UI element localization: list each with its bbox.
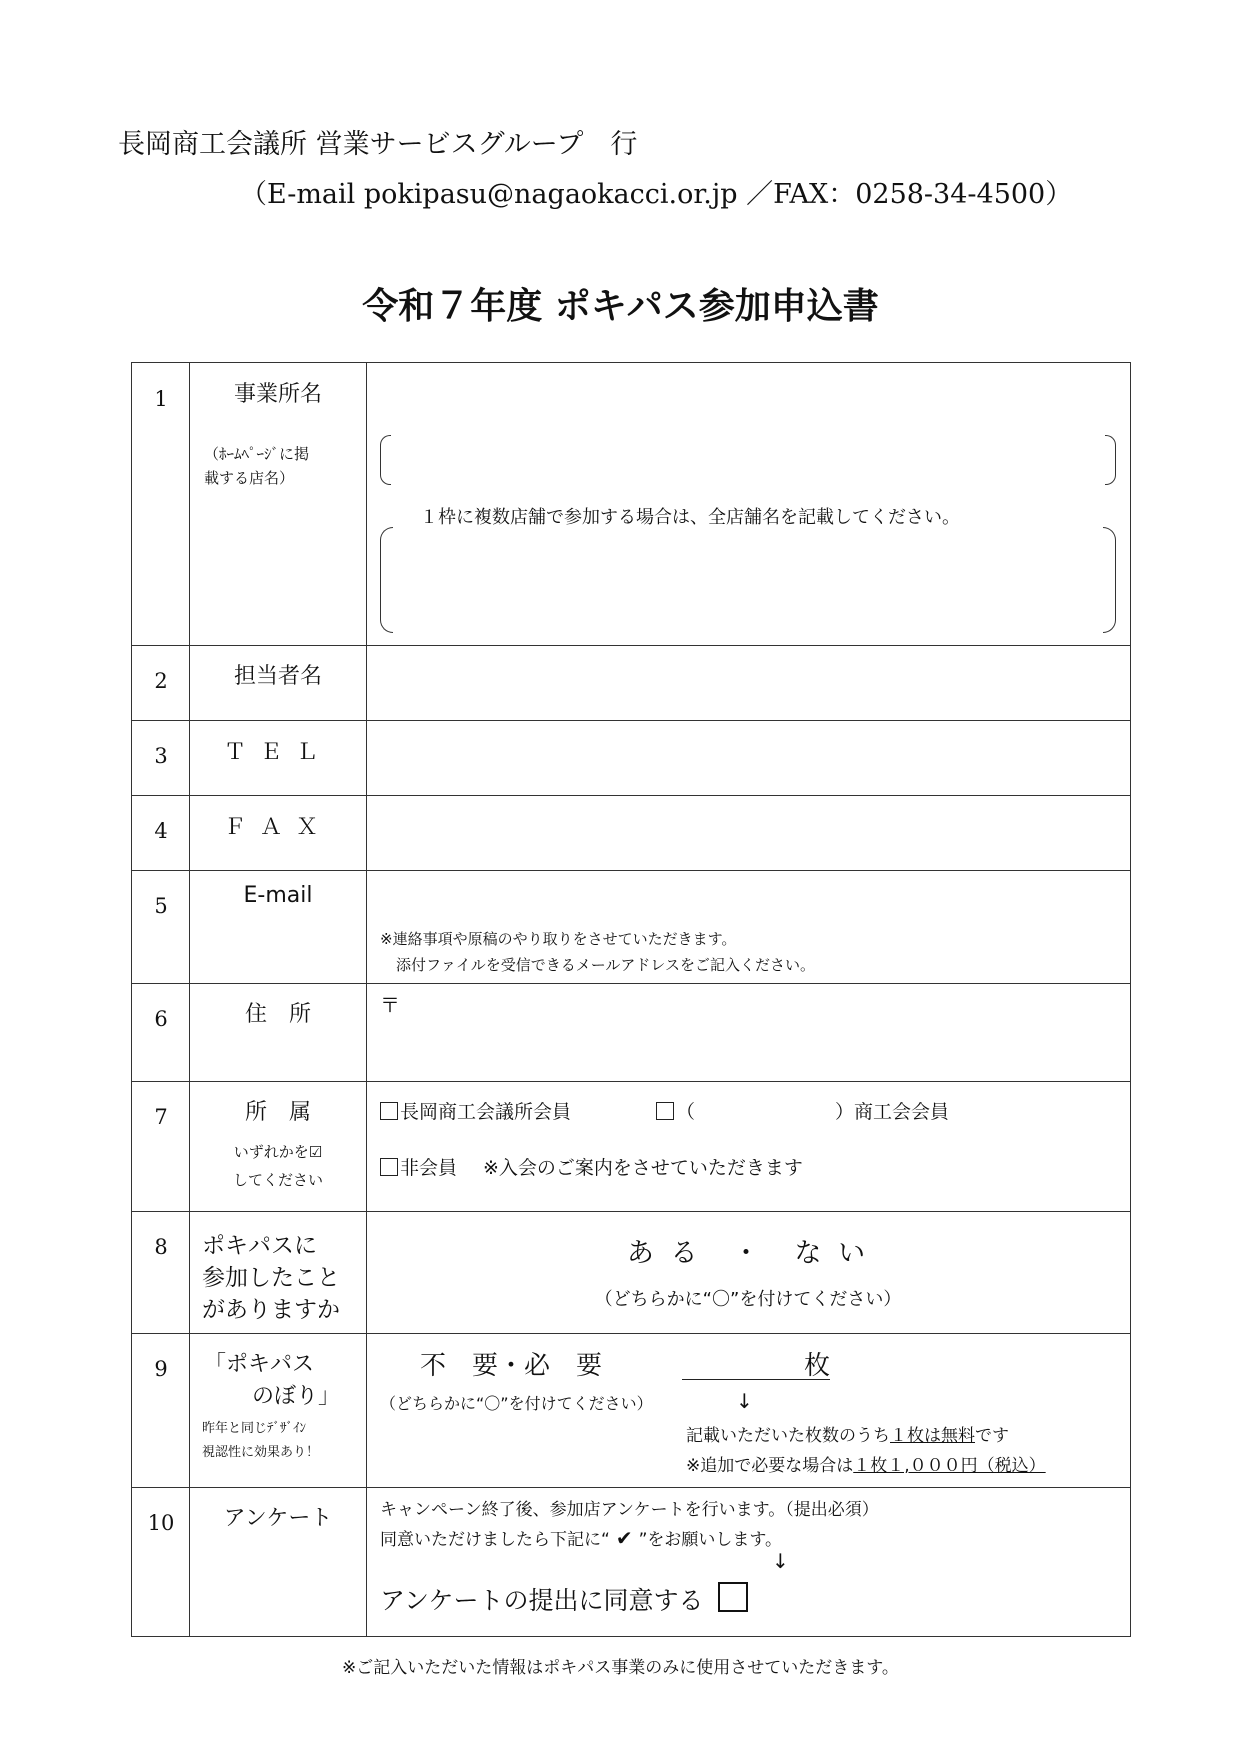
option-member-label: 長岡商工会議所会員: [400, 1101, 572, 1123]
free-note-emph: １枚は無料: [890, 1426, 975, 1446]
banner-label: 「ポキパス: [204, 1352, 315, 1377]
yes-no-choices[interactable]: あ る ・ な い: [626, 1238, 870, 1269]
extra-note: [686, 1451, 1046, 1476]
banner-sublabel: 昨年と同じﾃﾞｻﾞｲﾝ: [202, 1421, 307, 1436]
affiliation-label: 所 属: [244, 1100, 311, 1125]
tel-label: ＴＥＬ: [223, 740, 332, 765]
email-note: 添付ファイルを受信できるメールアドレスをご記入ください。: [396, 956, 815, 974]
quantity-field[interactable]: [682, 1345, 830, 1380]
checkmark-icon: ✔: [615, 1526, 633, 1550]
survey-line-text: 同意いただけましたら下記に“: [380, 1530, 610, 1550]
survey-line: [380, 1525, 782, 1550]
checkbox[interactable]: [656, 1102, 674, 1120]
checkbox[interactable]: [380, 1102, 398, 1120]
banner-label: のぼり」: [252, 1384, 341, 1409]
participation-label: ポキパスに: [202, 1233, 317, 1259]
down-arrow: ↓: [772, 1549, 789, 1573]
bracket-left: [380, 435, 391, 485]
bracket-left: [380, 527, 393, 633]
row-number: 10: [147, 1511, 175, 1535]
address-label: 住 所: [244, 1002, 311, 1027]
address-field[interactable]: [366, 983, 1130, 1081]
email-label: E-mail: [243, 883, 313, 908]
extra-note-text: ※追加で必要な場合は: [686, 1456, 854, 1476]
business-name-sublabel: 載する店名）: [204, 469, 295, 487]
circle-instruction: （どちらかに“〇”を付けてください）: [594, 1289, 902, 1310]
postal-mark: 〒: [380, 993, 400, 1017]
survey-label: アンケート: [223, 1506, 333, 1531]
email-field[interactable]: [366, 870, 1130, 983]
circle-instruction: （どちらかに“〇”を付けてください）: [380, 1394, 653, 1413]
participation-label: 参加したこと: [202, 1265, 340, 1291]
bracket-right: [1105, 435, 1116, 485]
down-arrow: ↓: [736, 1389, 753, 1413]
row-number: 9: [154, 1357, 168, 1381]
extra-note-emph: １枚１,０００円（税込）: [853, 1456, 1046, 1476]
row-number: 3: [154, 744, 168, 768]
survey-agree-label: アンケートの提出に同意する: [380, 1586, 704, 1615]
checkbox[interactable]: [380, 1158, 398, 1176]
banner-sublabel: 視認性に効果あり！: [202, 1445, 320, 1460]
option-other-open: （: [676, 1101, 696, 1123]
application-form-table: [131, 362, 1131, 1637]
banner-field[interactable]: [366, 1333, 1130, 1487]
affiliation-sublabel: いずれかを☑: [233, 1143, 323, 1161]
survey-line: キャンペーン終了後、参加店アンケートを行います。（提出必須）: [380, 1500, 879, 1520]
option-nonmember-label: 非会員: [400, 1157, 458, 1179]
row-number: 2: [154, 669, 168, 693]
email-note: ※連絡事項や原稿のやり取りをさせていただきます。: [380, 930, 737, 948]
option-nonmember[interactable]: [380, 1153, 803, 1180]
need-choices[interactable]: 不 要・必 要: [420, 1351, 603, 1381]
option-member[interactable]: [380, 1097, 571, 1124]
fax-label: ＦＡＸ: [223, 815, 332, 840]
business-name-sublabel: （ﾎｰﾑﾍﾟｰｼﾞに掲: [204, 445, 310, 463]
participation-field[interactable]: [366, 1211, 1130, 1333]
row-number: 1: [154, 387, 168, 411]
business-name-field[interactable]: [366, 363, 1130, 645]
contact-info: （E-mail pokipasu@nagaokacci.or.jp ／FAX：0258-34-4500）: [240, 179, 1073, 210]
free-note-text: 記載いただいた枚数のうち: [686, 1426, 890, 1446]
free-note-text: です: [975, 1426, 1009, 1446]
privacy-note: ※ご記入いただいた情報はポキパス事業のみに使用させていただきます。: [342, 1658, 899, 1678]
participation-label: がありますか: [202, 1297, 340, 1323]
option-other-chamber[interactable]: [656, 1097, 949, 1124]
agree-checkbox[interactable]: [718, 1582, 748, 1612]
option-other-label: ）商工会会員: [835, 1101, 950, 1123]
row-number: 4: [154, 819, 168, 843]
multi-store-note: １枠に複数店舗で参加する場合は、全店舗名を記載してください。: [420, 507, 960, 528]
affiliation-sublabel: してください: [232, 1171, 323, 1189]
row-number: 7: [154, 1105, 168, 1129]
contact-person-field[interactable]: [366, 645, 1130, 720]
row-number: 6: [154, 1007, 168, 1031]
bracket-right: [1103, 527, 1116, 633]
nonmember-note: ※入会のご案内をさせていただきます: [483, 1157, 803, 1179]
addressee: 長岡商工会議所 営業サービスグループ 行: [118, 129, 638, 160]
tel-field[interactable]: [366, 720, 1130, 795]
business-name-label: 事業所名: [233, 382, 322, 407]
affiliation-field: [366, 1081, 1130, 1211]
fax-field[interactable]: [366, 795, 1130, 870]
contact-person-label: 担当者名: [233, 664, 322, 689]
survey-field: [366, 1487, 1130, 1637]
row-number: 5: [154, 894, 168, 918]
row-number: 8: [154, 1235, 168, 1259]
survey-agree[interactable]: [380, 1581, 748, 1617]
survey-line-text: ”をお願いします。: [638, 1530, 783, 1550]
free-note: [686, 1421, 1009, 1446]
page-title: 令和７年度 ポキパス参加申込書: [362, 286, 879, 327]
quantity-unit: 枚: [803, 1351, 830, 1381]
